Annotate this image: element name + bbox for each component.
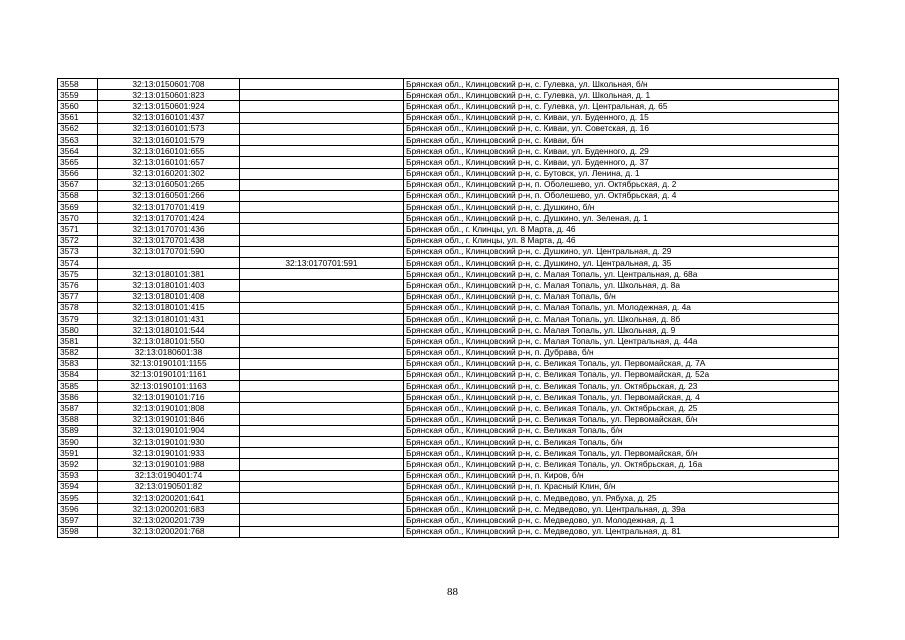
cadastral-number-alt-cell <box>240 347 404 358</box>
cadastral-number-alt-cell <box>240 269 404 280</box>
cadastral-number-alt-cell <box>240 515 404 526</box>
table-row <box>58 79 839 90</box>
table-row <box>58 157 839 168</box>
cadastral-number-cell: 32:13:0170701:590 <box>98 246 240 257</box>
cadastral-number-cell: 32:13:0180101:431 <box>98 313 240 324</box>
address-cell: Брянская обл., Клинцовский р-н, с. Душкино, б/н <box>404 202 839 213</box>
row-number-cell: 3588 <box>58 414 98 425</box>
address-cell: Брянская обл., Клинцовский р-н, с. Киваи, ул. Буденного, д. 15 <box>404 112 839 123</box>
cadastral-number-alt-cell <box>240 526 404 537</box>
address-cell: Брянская обл., Клинцовский р-н, с. Гулевка, ул. Школьная, д. 1 <box>404 90 839 101</box>
row-number-cell: 3586 <box>58 392 98 403</box>
cadastral-number-cell: 32:13:0150601:823 <box>98 90 240 101</box>
cadastral-number-cell: 32:13:0180101:381 <box>98 269 240 280</box>
cadastral-number-cell: 32:13:0170701:438 <box>98 235 240 246</box>
address-cell: Брянская обл., Клинцовский р-н, с. Киваи, ул. Буденного, д. 29 <box>404 146 839 157</box>
table-row <box>58 470 839 481</box>
cadastral-number-cell: 32:13:0170701:424 <box>98 213 240 224</box>
table-row <box>58 336 839 347</box>
address-cell: Брянская обл., Клинцовский р-н, с. Медведово, ул. Центральная, д. 39а <box>404 504 839 515</box>
address-cell: Брянская обл., Клинцовский р-н, п. Дубрава, б/н <box>404 347 839 358</box>
row-number-cell: 3585 <box>58 381 98 392</box>
table-row <box>58 448 839 459</box>
row-number-cell: 3581 <box>58 336 98 347</box>
address-cell: Брянская обл., Клинцовский р-н, с. Гулевка, ул. Школьная, б/н <box>404 79 839 90</box>
table-row <box>58 224 839 235</box>
cadastral-number-alt-cell <box>240 481 404 492</box>
row-number-cell: 3573 <box>58 246 98 257</box>
cadastral-number-alt-cell <box>240 358 404 369</box>
table-row <box>58 492 839 503</box>
row-number-cell: 3593 <box>58 470 98 481</box>
row-number-cell: 3564 <box>58 146 98 157</box>
cadastral-number-cell: 32:13:0190101:988 <box>98 459 240 470</box>
address-cell: Брянская обл., Клинцовский р-н, с. Душкино, ул. Центральная, д. 35 <box>404 258 839 269</box>
cadastral-number-cell: 32:13:0190101:904 <box>98 425 240 436</box>
address-cell: Брянская обл., Клинцовский р-н, с. Великая Топаль, ул. Первомайская, д. 7А <box>404 358 839 369</box>
cadastral-number-alt-cell <box>240 492 404 503</box>
table-row <box>58 358 839 369</box>
cadastral-number-alt-cell <box>240 101 404 112</box>
cadastral-number-cell: 32:13:0200201:641 <box>98 492 240 503</box>
cadastral-number-cell: 32:13:0150601:924 <box>98 101 240 112</box>
cadastral-number-cell: 32:13:0180101:544 <box>98 325 240 336</box>
cadastral-number-alt-cell <box>240 325 404 336</box>
table-row <box>58 515 839 526</box>
row-number-cell: 3589 <box>58 425 98 436</box>
page-number: 88 <box>447 586 458 598</box>
address-cell: Брянская обл., Клинцовский р-н, с. Великая Топаль, б/н <box>404 437 839 448</box>
row-number-cell: 3563 <box>58 134 98 145</box>
row-number-cell: 3597 <box>58 515 98 526</box>
row-number-cell: 3595 <box>58 492 98 503</box>
address-cell: Брянская обл., г. Клинцы, ул. 8 Марта, д. 46 <box>404 235 839 246</box>
cadastral-number-alt-cell <box>240 425 404 436</box>
cadastral-number-alt-cell <box>240 112 404 123</box>
address-cell: Брянская обл., Клинцовский р-н, с. Великая Топаль, б/н <box>404 425 839 436</box>
table-row <box>58 459 839 470</box>
row-number-cell: 3566 <box>58 168 98 179</box>
address-cell: Брянская обл., Клинцовский р-н, с. Великая Топаль, ул. Первомайская, д. 52а <box>404 369 839 380</box>
table-row <box>58 291 839 302</box>
address-cell: Брянская обл., Клинцовский р-н, с. Малая Топаль, ул. Школьная, д. 9 <box>404 325 839 336</box>
cadastral-number-alt-cell <box>240 79 404 90</box>
cadastral-number-alt-cell <box>240 190 404 201</box>
address-cell: Брянская обл., Клинцовский р-н, с. Великая Топаль, ул. Октябрьская, д. 25 <box>404 403 839 414</box>
row-number-cell: 3587 <box>58 403 98 414</box>
cadastral-number-cell: 32:13:0160201:302 <box>98 168 240 179</box>
address-cell: Брянская обл., Клинцовский р-н, с. Киваи, ул. Советская, д. 16 <box>404 123 839 134</box>
table-row <box>58 235 839 246</box>
table-row <box>58 246 839 257</box>
address-cell: Брянская обл., Клинцовский р-н, с. Малая Топаль, ул. Молодежная, д. 4а <box>404 302 839 313</box>
cadastral-number-alt-cell <box>240 146 404 157</box>
cadastral-number-alt-cell <box>240 224 404 235</box>
row-number-cell: 3577 <box>58 291 98 302</box>
cadastral-number-alt-cell <box>240 504 404 515</box>
cadastral-number-alt-cell <box>240 470 404 481</box>
row-number-cell: 3582 <box>58 347 98 358</box>
row-number-cell: 3598 <box>58 526 98 537</box>
table-row <box>58 403 839 414</box>
address-cell: Брянская обл., Клинцовский р-н, с. Великая Топаль, ул. Первомайская, д. 4 <box>404 392 839 403</box>
address-cell: Брянская обл., г. Клинцы, ул. 8 Марта, д. 46 <box>404 224 839 235</box>
row-number-cell: 3570 <box>58 213 98 224</box>
cadastral-number-alt-cell <box>240 403 404 414</box>
address-cell: Брянская обл., Клинцовский р-н, с. Малая Топаль, ул. Центральная, д. 68а <box>404 269 839 280</box>
table-row <box>58 258 839 269</box>
row-number-cell: 3592 <box>58 459 98 470</box>
registry-table <box>57 78 839 538</box>
cadastral-number-alt-cell <box>240 302 404 313</box>
cadastral-number-alt-cell <box>240 459 404 470</box>
cadastral-number-cell: 32:13:0160501:266 <box>98 190 240 201</box>
cadastral-number-alt-cell <box>240 280 404 291</box>
cadastral-number-cell: 32:13:0180101:415 <box>98 302 240 313</box>
cadastral-number-alt-cell <box>240 291 404 302</box>
table-row <box>58 123 839 134</box>
table-row <box>58 392 839 403</box>
registry-table-body <box>58 79 839 538</box>
row-number-cell: 3558 <box>58 79 98 90</box>
row-number-cell: 3576 <box>58 280 98 291</box>
row-number-cell: 3590 <box>58 437 98 448</box>
cadastral-number-alt-cell <box>240 202 404 213</box>
cadastral-number-alt-cell: 32:13:0170701:591 <box>240 258 404 269</box>
cadastral-number-alt-cell <box>240 213 404 224</box>
table-row <box>58 381 839 392</box>
cadastral-number-cell: 32:13:0190101:846 <box>98 414 240 425</box>
cadastral-number-alt-cell <box>240 392 404 403</box>
address-cell: Брянская обл., Клинцовский р-н, с. Киваи, ул. Буденного, д. 37 <box>404 157 839 168</box>
cadastral-number-alt-cell <box>240 437 404 448</box>
cadastral-number-cell: 32:13:0200201:683 <box>98 504 240 515</box>
address-cell: Брянская обл., Клинцовский р-н, с. Душкино, ул. Центральная, д. 29 <box>404 246 839 257</box>
address-cell: Брянская обл., Клинцовский р-н, с. Великая Топаль, ул. Октябрьская, д. 23 <box>404 381 839 392</box>
cadastral-number-alt-cell <box>240 90 404 101</box>
row-number-cell: 3568 <box>58 190 98 201</box>
table-row <box>58 313 839 324</box>
address-cell: Брянская обл., Клинцовский р-н, с. Душкино, ул. Зеленая, д. 1 <box>404 213 839 224</box>
cadastral-number-cell: 32:13:0190401:74 <box>98 470 240 481</box>
cadastral-number-cell: 32:13:0180601:38 <box>98 347 240 358</box>
row-number-cell: 3569 <box>58 202 98 213</box>
cadastral-number-cell: 32:13:0190101:933 <box>98 448 240 459</box>
table-row <box>58 101 839 112</box>
address-cell: Брянская обл., Клинцовский р-н, с. Великая Топаль, ул. Первомайская, б/н <box>404 414 839 425</box>
cadastral-number-alt-cell <box>240 235 404 246</box>
address-cell: Брянская обл., Клинцовский р-н, с. Великая Топаль, ул. Первомайская, б/н <box>404 448 839 459</box>
cadastral-number-alt-cell <box>240 336 404 347</box>
cadastral-number-alt-cell <box>240 179 404 190</box>
address-cell: Брянская обл., Клинцовский р-н, с. Малая Топаль, ул. Школьная, д. 8а <box>404 280 839 291</box>
cadastral-number-alt-cell <box>240 157 404 168</box>
address-cell: Брянская обл., Клинцовский р-н, с. Гулевка, ул. Центральная, д. 65 <box>404 101 839 112</box>
address-cell: Брянская обл., Клинцовский р-н, п. Красный Клин, б/н <box>404 481 839 492</box>
address-cell: Брянская обл., Клинцовский р-н, с. Киваи, б/н <box>404 134 839 145</box>
cadastral-number-cell: 32:13:0200201:768 <box>98 526 240 537</box>
row-number-cell: 3559 <box>58 90 98 101</box>
cadastral-number-cell: 32:13:0170701:419 <box>98 202 240 213</box>
cadastral-number-alt-cell <box>240 414 404 425</box>
row-number-cell: 3572 <box>58 235 98 246</box>
cadastral-number-cell: 32:13:0180101:408 <box>98 291 240 302</box>
cadastral-number-cell: 32:13:0180101:403 <box>98 280 240 291</box>
row-number-cell: 3567 <box>58 179 98 190</box>
cadastral-number-cell: 32:13:0190101:716 <box>98 392 240 403</box>
cadastral-number-alt-cell <box>240 246 404 257</box>
cadastral-number-cell: 32:13:0190101:1155 <box>98 358 240 369</box>
cadastral-number-cell: 32:13:0160101:573 <box>98 123 240 134</box>
address-cell: Брянская обл., Клинцовский р-н, с. Бутовск, ул. Ленина, д. 1 <box>404 168 839 179</box>
cadastral-number-cell: 32:13:0160101:655 <box>98 146 240 157</box>
row-number-cell: 3591 <box>58 448 98 459</box>
cadastral-number-cell: 32:13:0160101:437 <box>98 112 240 123</box>
cadastral-number-cell: 32:13:0190101:1161 <box>98 369 240 380</box>
table-row <box>58 269 839 280</box>
address-cell: Брянская обл., Клинцовский р-н, с. Медведово, ул. Центральная, д. 81 <box>404 526 839 537</box>
cadastral-number-alt-cell <box>240 381 404 392</box>
cadastral-number-cell: 32:13:0170701:436 <box>98 224 240 235</box>
address-cell: Брянская обл., Клинцовский р-н, с. Малая Топаль, ул. Школьная, д. 8б <box>404 313 839 324</box>
cadastral-number-alt-cell <box>240 134 404 145</box>
cadastral-number-cell: 32:13:0190501:82 <box>98 481 240 492</box>
table-row <box>58 437 839 448</box>
row-number-cell: 3565 <box>58 157 98 168</box>
row-number-cell: 3562 <box>58 123 98 134</box>
cadastral-number-alt-cell <box>240 168 404 179</box>
row-number-cell: 3596 <box>58 504 98 515</box>
cadastral-number-cell: 32:13:0190101:1163 <box>98 381 240 392</box>
row-number-cell: 3574 <box>58 258 98 269</box>
cadastral-number-cell: 32:13:0190101:930 <box>98 437 240 448</box>
cadastral-number-alt-cell <box>240 313 404 324</box>
table-row <box>58 190 839 201</box>
table-row <box>58 504 839 515</box>
table-row <box>58 526 839 537</box>
cadastral-number-cell <box>98 258 240 269</box>
table-row <box>58 179 839 190</box>
row-number-cell: 3584 <box>58 369 98 380</box>
cadastral-number-alt-cell <box>240 123 404 134</box>
table-row <box>58 168 839 179</box>
row-number-cell: 3575 <box>58 269 98 280</box>
address-cell: Брянская обл., Клинцовский р-н, с. Малая Топаль, ул. Центральная, д. 44а <box>404 336 839 347</box>
table-row <box>58 325 839 336</box>
row-number-cell: 3583 <box>58 358 98 369</box>
address-cell: Брянская обл., Клинцовский р-н, п. Оболешево, ул. Октябрьская, д. 2 <box>404 179 839 190</box>
row-number-cell: 3561 <box>58 112 98 123</box>
cadastral-number-cell: 32:13:0160101:579 <box>98 134 240 145</box>
cadastral-number-cell: 32:13:0150601:708 <box>98 79 240 90</box>
table-row <box>58 481 839 492</box>
table-row <box>58 280 839 291</box>
table-row <box>58 414 839 425</box>
address-cell: Брянская обл., Клинцовский р-н, с. Медведово, ул. Рябуха, д. 25 <box>404 492 839 503</box>
table-row <box>58 134 839 145</box>
cadastral-number-cell: 32:13:0200201:739 <box>98 515 240 526</box>
row-number-cell: 3594 <box>58 481 98 492</box>
address-cell: Брянская обл., Клинцовский р-н, п. Киров, б/н <box>404 470 839 481</box>
table-row <box>58 369 839 380</box>
row-number-cell: 3560 <box>58 101 98 112</box>
table-row <box>58 202 839 213</box>
table-row <box>58 112 839 123</box>
row-number-cell: 3580 <box>58 325 98 336</box>
address-cell: Брянская обл., Клинцовский р-н, с. Великая Топаль, ул. Октябрьская, д. 16а <box>404 459 839 470</box>
cadastral-number-cell: 32:13:0160101:657 <box>98 157 240 168</box>
table-row <box>58 213 839 224</box>
address-cell: Брянская обл., Клинцовский р-н, с. Медведово, ул. Молодежная, д. 1 <box>404 515 839 526</box>
cadastral-number-alt-cell <box>240 448 404 459</box>
cadastral-number-alt-cell <box>240 369 404 380</box>
table-row <box>58 347 839 358</box>
row-number-cell: 3571 <box>58 224 98 235</box>
table-row <box>58 90 839 101</box>
address-cell: Брянская обл., Клинцовский р-н, п. Оболешево, ул. Октябрьская, д. 4 <box>404 190 839 201</box>
cadastral-number-cell: 32:13:0190101:808 <box>98 403 240 414</box>
table-row <box>58 302 839 313</box>
row-number-cell: 3578 <box>58 302 98 313</box>
row-number-cell: 3579 <box>58 313 98 324</box>
cadastral-number-cell: 32:13:0160501:265 <box>98 179 240 190</box>
address-cell: Брянская обл., Клинцовский р-н, с. Малая Топаль, б/н <box>404 291 839 302</box>
table-row <box>58 146 839 157</box>
cadastral-number-cell: 32:13:0180101:550 <box>98 336 240 347</box>
table-row <box>58 425 839 436</box>
